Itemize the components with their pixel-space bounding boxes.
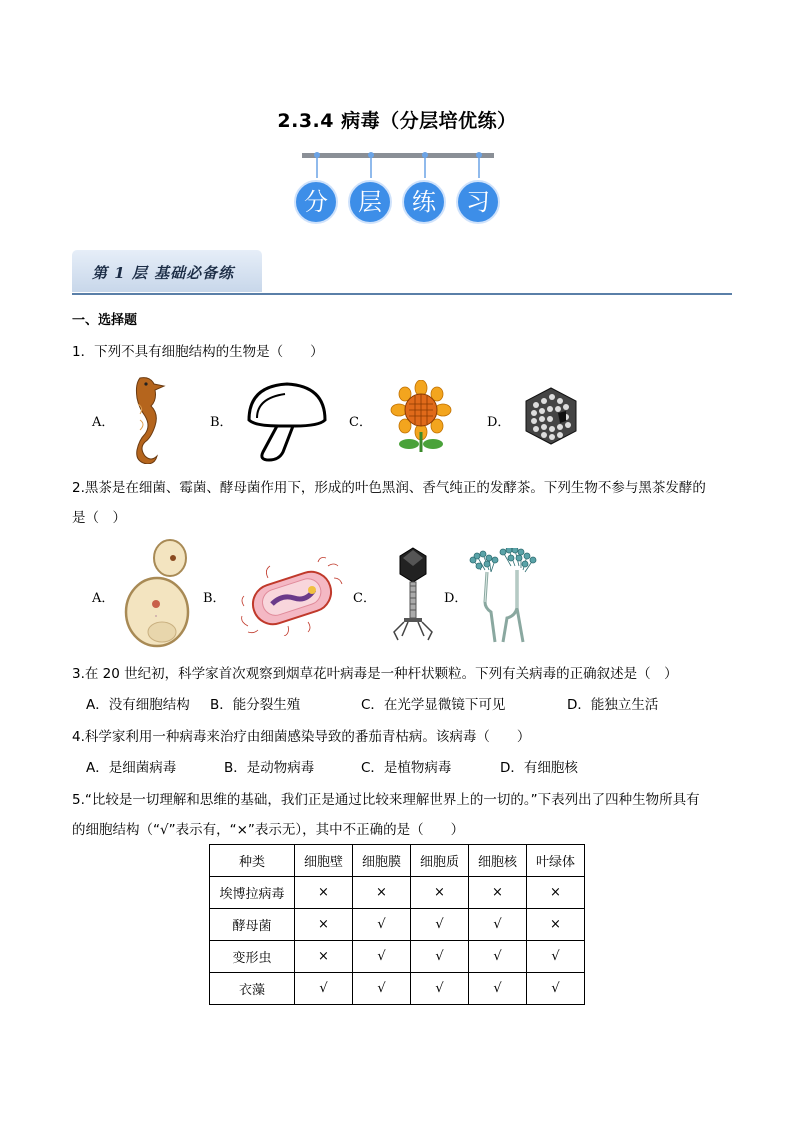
section-label: 第 1 层 基础必备练 xyxy=(92,264,235,282)
q2-option-d-label: D． xyxy=(444,591,468,606)
practice-banner xyxy=(290,148,500,228)
table-cell: 变形虫 xyxy=(210,941,295,973)
cell-structure-table xyxy=(209,844,585,1005)
table-cell: √ xyxy=(411,973,469,1005)
table-cell: √ xyxy=(469,909,527,941)
table-cell: √ xyxy=(527,941,585,973)
table-cell: × xyxy=(353,877,411,909)
table-header: 细胞膜 xyxy=(353,845,411,877)
page-title: 2.3.4 病毒（分层培优练） xyxy=(277,110,517,132)
banner-char-fen: 分 xyxy=(294,180,338,224)
q3-stem: 3.在 20 世纪初，科学家首次观察到烟草花叶病毒是一种杆状颗粒。下列有关病毒的正确叙述是（ ） xyxy=(72,666,678,682)
q3-option-d: D．能独立生活 xyxy=(567,697,659,713)
q2-option-b-label: B． xyxy=(203,591,226,606)
bacterium-icon xyxy=(238,556,344,636)
table-cell: 衣藻 xyxy=(210,973,295,1005)
q2-option-a-label: A． xyxy=(92,591,115,606)
q1-option-d-label: D． xyxy=(487,415,511,430)
q2-stem-line2: 是（ ） xyxy=(72,510,126,526)
table-cell: √ xyxy=(527,973,585,1005)
banner-char-lian: 练 xyxy=(402,180,446,224)
table-cell: √ xyxy=(353,973,411,1005)
q2-option-c-label: C． xyxy=(353,591,376,606)
q4-stem: 4.科学家利用一种病毒来治疗由细菌感染导致的番茄青枯病。该病毒（ ） xyxy=(72,729,531,745)
q2-stem-line1: 2.黑茶是在细菌、霉菌、酵母菌作用下，形成的叶色黑润、香气纯正的发酵茶。下列生物不参与黑茶发酵的 xyxy=(72,480,706,496)
table-cell: √ xyxy=(469,973,527,1005)
q4-option-a: A．是细菌病毒 xyxy=(86,760,177,776)
table-cell: √ xyxy=(469,941,527,973)
q5-stem-line1: 5.“比较是一切理解和思维的基础，我们正是通过比较来理解世界上的一切的。”下表列出了四种生物所具有 xyxy=(72,792,700,808)
q1-stem: 1．下列不具有细胞结构的生物是（ ） xyxy=(72,344,324,360)
table-cell: √ xyxy=(411,909,469,941)
q1-option-c-label: C． xyxy=(349,415,372,430)
table-cell: √ xyxy=(353,941,411,973)
q4-option-b: B．是动物病毒 xyxy=(224,760,315,776)
table-cell: × xyxy=(411,877,469,909)
q3-option-b: B．能分裂生殖 xyxy=(210,697,301,713)
table-cell: × xyxy=(295,877,353,909)
mold-icon xyxy=(467,548,539,644)
yeast-cell-icon xyxy=(124,536,190,648)
table-header: 叶绿体 xyxy=(527,845,585,877)
table-cell: √ xyxy=(295,973,353,1005)
table-row xyxy=(210,877,585,909)
banner-bar-icon xyxy=(290,148,500,178)
table-cell: √ xyxy=(353,909,411,941)
q5-stem-line2: 的细胞结构（“√”表示有，“×”表示无），其中不正确的是（ ） xyxy=(72,822,465,838)
table-cell: √ xyxy=(411,941,469,973)
bacteriophage-icon xyxy=(390,546,436,642)
table-row xyxy=(210,973,585,1005)
table-cell: × xyxy=(295,909,353,941)
table-cell: × xyxy=(469,877,527,909)
sunflower-icon xyxy=(385,380,457,454)
table-row xyxy=(210,941,585,973)
q3-option-c: C．在光学显微镜下可见 xyxy=(361,697,506,713)
section-tab xyxy=(72,250,262,292)
table-cell: 埃博拉病毒 xyxy=(210,877,295,909)
q4-option-d: D．有细胞核 xyxy=(500,760,578,776)
table-header: 细胞壁 xyxy=(295,845,353,877)
q4-option-c: C．是植物病毒 xyxy=(361,760,452,776)
part-heading: 一、选择题 xyxy=(72,313,138,328)
table-cell: × xyxy=(295,941,353,973)
q1-option-b-label: B． xyxy=(210,415,233,430)
banner-char-ceng: 层 xyxy=(348,180,392,224)
mushroom-icon xyxy=(243,378,328,463)
table-cell: × xyxy=(527,877,585,909)
table-cell: 酵母菌 xyxy=(210,909,295,941)
virus-particle-icon xyxy=(520,385,582,447)
table-header: 细胞质 xyxy=(411,845,469,877)
table-cell: × xyxy=(527,909,585,941)
section-divider xyxy=(72,293,732,295)
table-header-row xyxy=(210,845,585,877)
table-header: 细胞核 xyxy=(469,845,527,877)
table-header: 种类 xyxy=(210,845,295,877)
q3-option-a: A．没有细胞结构 xyxy=(86,697,190,713)
seahorse-icon xyxy=(118,374,168,464)
banner-char-xi: 习 xyxy=(456,180,500,224)
q1-option-a-label: A． xyxy=(92,415,115,430)
table-row xyxy=(210,909,585,941)
